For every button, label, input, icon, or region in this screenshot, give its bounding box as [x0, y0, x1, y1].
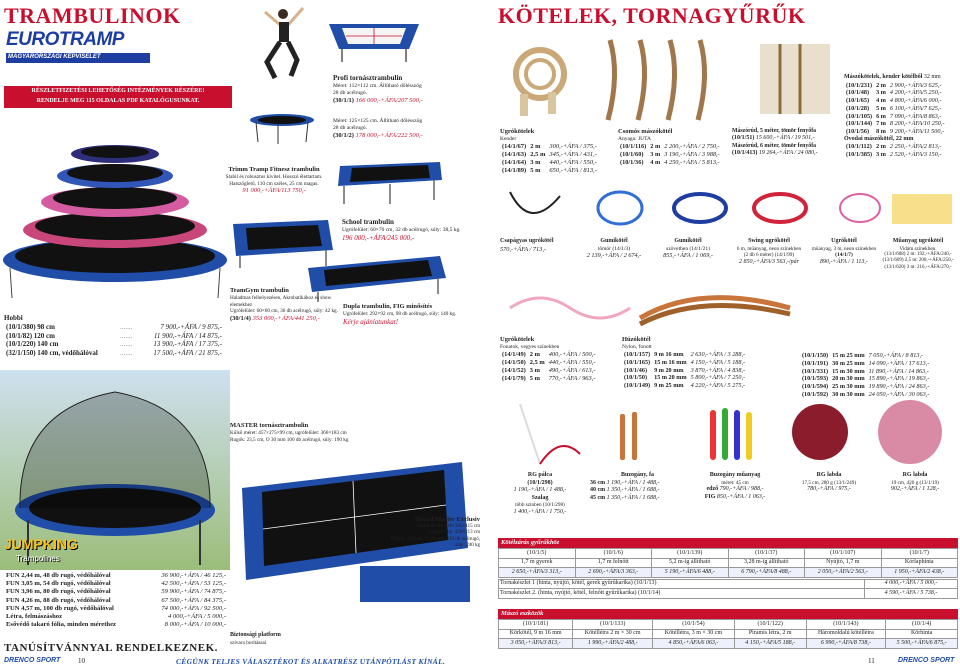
eurotramp-subtitle: MAGYARORSZÁGI KÉPVISELET [6, 53, 150, 63]
ovodai-row: (10/1/385) 3 m 2 520,-+ÁFA/3 150,- [846, 151, 942, 158]
eurotramp-logo: EUROTRAMP [6, 29, 124, 50]
gumikotel-szovet-info: Gumikötél szövetben (14/1/21) 855,-+ÁFA / 1 069,- [663, 238, 713, 260]
buzogany-fa-info: Buzogány, fa 36 cm 1 190,-+ÁFA / 1 488,- 40 cm 1 350,-+ÁFA / 1 688,- 45 cm 1 350,-+ÁFA / 1 688,- [590, 472, 660, 501]
csapagyas-info: Csapágyas ugrókötél 570,-+ÁFA / 713,- [500, 238, 554, 253]
notice-line-1: RÉSZLETFIZETÉSI LEHETŐSÉG INTÉZMÉNYEK RÉSZÉRE! [31, 88, 205, 94]
hobbi-row: (10/1/380) 98 cm ....... 7 900,-+ÁFA / 9 875,- [6, 322, 222, 331]
jumpking-logo: JUMPKING Trampolines [4, 536, 78, 563]
huzokotel-list: Húzókötél Nylon, fonott (10/1/157) 9 m 16 mm 2 630,-+ÁFA / 3 288,- (10/1/165) 15 m 16 mm 4 150,-+ÁFA / 5 188,- (10/1/46) 9 m 20 mm 3 870,-+ÁFA / 4 838,- (10/1/50) 15 m 20 mm 5 800,-+ÁFA / 7 250,- (10/1/149) 9 m 25 mm 4 220,-+ÁFA / 5 275,- [622, 336, 746, 389]
huzo-row: (10/1/157) 9 m 16 mm 2 630,-+ÁFA / 3 288,- [624, 351, 746, 358]
ugro-row: (14/1/64) 3 m 440,-+ÁFA / 550,- [502, 159, 597, 167]
fun-row: Létra, felmászáshoz 4 000,-+ÁFA / 5 000,- [6, 613, 226, 621]
maszokotel-row: (10/1/28) 5 m 6 100,-+ÁFA/7 625,- [846, 104, 942, 112]
tornakeszlet-2: Tornakészlet 2. (hinta, nyújtó, kötél, felnőtt gyűrűkarika) (10/1/14) [499, 589, 865, 599]
profi-trampoline-2-info: Méret: 125×125 cm. Állítható dőlésszög 28 db acélrugó. (30/1/2) 178 000,-+ÁFA/222 500,- [333, 118, 423, 139]
jump-ropes-image [500, 182, 958, 234]
ugro-row: (14/1/63) 2,5 m 345,-+ÁFA / 431,- [502, 151, 597, 159]
ugro2-row: (14/1/79) 5 m 770,-+ÁFA / 963,- [502, 375, 596, 382]
fun-row: FUN 3,05 m, 54 db rugó, védőhálóval 42 500,-+ÁFA / 53 125,- [6, 580, 226, 588]
ugro2-row: (14/1/50) 2,5 m 440,-+ÁFA / 550,- [502, 359, 596, 366]
notice-line-2: RENDELJE MEG 115 OLDALAS PDF KATALÓGUSUNKAT. [36, 97, 200, 104]
school-trampoline-info: School trambulin Ugrófelület: 60×70 cm, 32 db acélrugó, súly: 38,5 kg. 196 000,-+ÁFA/245 000,- [342, 218, 461, 242]
maszokotel-row: (10/1/65) 4 m 4 800,-+ÁFA/6 000,- [846, 97, 942, 104]
rg-equipment-image [500, 394, 958, 470]
buzogany-muanyag-info: Buzogány műanyag méret: 45 cm edző 790,-+ÁFA / 988,- FIG 850,-+ÁFA / 1 063,- [704, 472, 766, 500]
right-page-number: 11 [868, 657, 875, 665]
left-brand: DRENCO SPORT [4, 657, 61, 664]
ugrokotel-muanyag-3m-info: Ugrókötél műanyag, 3 m, neon színekben (14/1/7) 890,-+ÁFA / 1 113,- [811, 238, 877, 265]
kotelzaras-section: Kötélzárás gyűrűkhöz (10/1/5) (10/1/6) (10/1/139) (10/1/37) (10/1/107) (10/1/7) 1,7 m gyerek 1,7 m felnőtt 5,2 m-ig állítható 3,28 m-ig állítható Nyújtó, 1,7 m Kórlaphinta 2 650,-+ÁFA/3 313,- 2 690,-+ÁFA/3 363,- 5 190,-+ÁFA/6 488,- 6 790,-+ÁFA/8 488,- 2 050,-+ÁFA/2 563,- 1 950,-+ÁFA/2 438,- Tornakészlet 1 (hinta, nyújtó, kötél, gerek gyűrűkarika) (10/1/13) 4 000,-+ÁFA / 5 000,- Tornakészlet 2. (hinta, nyújtó, kötél, felnőtt gyűrűkarika) (10/1/14) 4 590,-+ÁFA / 5 738,- [498, 538, 958, 599]
maszo-eszkozok-table: (10/1/181) (10/1/133) (10/1/54) (10/1/122) (10/1/143) (10/1/4) Körkötél, 9 m 16 mm Kötéllétra 2 m × 30 cm Kötéllétra, 3 m × 30 cm Piramis létra, 2 m Háromoldalú kötéllétra Körhinta 3 050,-+ÁFA/3 813,- 1 990,-+ÁFA/2 488,- 4 850,-+ÁFA/6 063,- 4 150,-+ÁFA/5 188,- 6 990,-+ÁFA/8 738,- 5 500,-+ÁFA/6 875,- [498, 619, 958, 649]
maszorud-info: Mászórúd, 5 méter, tömör fenyőfa (10/1/51) 15 600,-+ÁFA / 19 501,- Mászórúd, 6 méter, tömör fenyőfa (10/1/413) 19 264,-+ÁFA / 24 080,- [732, 128, 818, 156]
mini-trampoline-image [248, 112, 316, 146]
gumikotel-tomor-info: Gumikötél tömör (14/1/3) 2 139,-+ÁFA / 2 674,- [586, 238, 642, 260]
maszokotel-row: (10/1/231) 2 m 2 900,-+ÁFA/3 625,- [846, 81, 942, 89]
huzo-row: (10/1/165) 15 m 16 mm 4 150,-+ÁFA / 5 188,- [624, 358, 746, 366]
ropes-image [500, 34, 840, 124]
huzo2-row: (10/1/331) 15 m 30 mm 11 890,-+ÁFA / 14 863,- [802, 367, 929, 375]
grand-master-info: Grand Master Exclusiv Külső méret: 520×305×115 cm Ugrófelület: 426×213 cm Rugók: 25,8 cm, O 29 mm, 118 db acélrugó, súly: 240 kg [390, 516, 480, 548]
maszokotel-row: (10/1/56) 8 m 9 200,-+ÁFA/11 500,- [846, 128, 945, 135]
huzo2-row: (10/1/191) 30 m 25 mm 14 090,-+ÁFA / 17 613,- [802, 359, 930, 367]
profi-trampoline-2-image [330, 148, 450, 206]
fun-row: FUN 3,96 m, 80 db rugó, védőhálóval 59 900,-+ÁFA / 74 875,- [6, 588, 226, 596]
fun-row: FUN 4,26 m, 88 db rugó, védőhálóval 67 500,-+ÁFA / 84 375,- [6, 596, 226, 604]
ugro2-row: (14/1/49) 2 m 400,-+ÁFA / 500,- [502, 351, 596, 358]
hobbi-list: Hobbi (10/1/380) 98 cm ....... 7 900,-+ÁFA / 9 875,- (10/1/82) 120 cm ....... 11 900,-+ÁFA / 14 875,- (10/1/220) 140 cm ....... 13 900,-+ÁFA / 17 375,- (32/1/150) 140 cm, védőhálóval ....... 17 500,-+ÁFA / 21 875,- [4, 314, 222, 357]
csomos-row: (10/1/36) 4 m 4 250,-+ÁFA / 5 813,- [620, 158, 720, 166]
huzo-row: (10/1/149) 9 m 25 mm 4 220,-+ÁFA / 5 275,- [624, 382, 746, 389]
huzo2-row: (10/1/150) 15 m 25 mm 7 050,-+ÁFA / 8 813,- [802, 352, 924, 359]
notice-banner [4, 86, 232, 108]
fun-row: FUN 4,57 m, 100 db rugó, védőhálóval 74 000,-+ÁFA / 92 500,- [6, 604, 226, 612]
maszo-eszkozok-section [498, 609, 958, 649]
fun-list [4, 572, 230, 630]
hobbi-row: (32/1/150) 140 cm, védőhálóval ....... 17 500,-+ÁFA / 21 875,- [6, 349, 222, 357]
csomos-row: (10/1/60) 3 m 3 190,-+ÁFA / 3 988,- [620, 150, 720, 158]
rg-labda-1-info: RG labda 17,5 cm, 280 g (13/1/249) 780,-+ÁFA / 975,- [801, 472, 857, 492]
round-trampolines-image [0, 118, 230, 303]
maszokotel-row: (10/1/105) 6 m 7 090,-+ÁFA/8 863,- [846, 112, 942, 120]
left-page-number: 10 [78, 657, 85, 665]
left-page-title: TRAMBULINOK [4, 3, 181, 28]
braided-ropes-image [500, 278, 800, 333]
bottom-slogan: CÉGÜNK TELJES VÁLASZTÉKOT ÉS ALKATRÉSZ UTÁNPÓTLÁST KÍNÁL. [176, 657, 446, 666]
tanusitvany-text: TANÚSÍTVÁNNYAL RENDELKEZNEK. [4, 642, 218, 654]
profi-trampoline-image [324, 4, 424, 64]
right-page-title: KÖTELEK, TORNAGYŰRŰK [498, 3, 806, 28]
right-brand: DRENCO SPORT [898, 657, 955, 664]
maszo-eszkozok-header: Mászó eszközök [498, 609, 958, 619]
hobbi-row: (10/1/82) 120 cm ....... 11 900,-+ÁFA / 14 875,- [6, 331, 222, 340]
tornakeszlet-1: Tornakészlet 1 (hinta, nyújtó, kötél, gerek gyűrűkarika) (10/1/13) [499, 579, 865, 589]
maszokotel-row: (10/1/48) 3 m 4 200,-+ÁFA/5 250,- [846, 89, 942, 97]
dupla-trampoline-info: Dupla trambulin, FIG minősítés Ugrófelület: 292×92 cm, 98 db acélrugó, súly: 140 kg. Kérje ajánlatunkat! [343, 303, 457, 326]
kotelzaras-table: (10/1/5) (10/1/6) (10/1/139) (10/1/37) (10/1/107) (10/1/7) 1,7 m gyerek 1,7 m felnőtt 5,2 m-ig állítható 3,28 m-ig állítható Nyújtó, 1,7 m Kórlaphinta 2 650,-+ÁFA/3 313,- 2 690,-+ÁFA/3 363,- 5 190,-+ÁFA/6 488,- 6 790,-+ÁFA/8 488,- 2 050,-+ÁFA/2 563,- 1 950,-+ÁFA/2 438,- [498, 548, 958, 578]
ovodai-row: (10/1/112) 2 m 2 250,-+ÁFA/2 813,- [846, 143, 942, 151]
hobbi-row: (10/1/220) 140 cm ....... 13 900,-+ÁFA / 17 375,- [6, 340, 222, 349]
rg-labda-2-info: RG labda 19 cm, 420 g (13/1/19) 902,-+ÁFA / 1 128,- [890, 472, 940, 492]
maszokotel-list: Mászókötelek, kender kötélből 32 mm (10/1/231) 2 m 2 900,-+ÁFA/3 625,- (10/1/48) 3 m 4 200,-+ÁFA/5 250,- (10/1/65) 4 m 4 800,-+ÁFA/6 000,- (10/1/28) 5 m 6 100,-+ÁFA/7 625,- (10/1/105) 6 m 7 090,-+ÁFA/8 863,- (10/1/144) 7 m 8 200,-+ÁFA/10 250,- (10/1/56) 8 m 9 200,-+ÁFA/11 500,- Óvodai mászókötél, 22 mm (10/1/112) 2 m 2 250,-+ÁFA/2 813,- (10/1/385) 3 m 2 520,-+ÁFA/3 150,- [844, 74, 945, 158]
huzo-row: (10/1/46) 9 m 20 mm 3 870,-+ÁFA / 4 838,- [624, 366, 746, 374]
csomos-row: (10/1/116) 2 m 2 200,-+ÁFA / 2 750,- [620, 143, 720, 150]
huzo2-row: (10/1/594) 25 m 30 mm 19 890,-+ÁFA / 24 863,- [802, 383, 930, 390]
ugrokotel-kender-list: Ugrókötelek Kender (14/1/67) 2 m 300,-+ÁFA / 375,- (14/1/63) 2,5 m 345,-+ÁFA / 431,- (14/1/64) 3 m 440,-+ÁFA / 550,- (14/1/89) 5 m 650,-+ÁFA / 813,- [500, 128, 597, 175]
ugrokotel-fonat-list: Ugrókötelek Fonatok, vegyes színekben (14/1/49) 2 m 400,-+ÁFA / 500,- (14/1/50) 2,5 m 440,-+ÁFA / 550,- (14/1/52) 3 m 490,-+ÁFA / 613,- (14/1/79) 5 m 770,-+ÁFA / 963,- [500, 336, 596, 382]
kotelzaras-header: Kötélzárás gyűrűkhöz [498, 538, 958, 548]
huzokotel-list-2 [800, 352, 958, 399]
csomos-maszokotel-list: Csomós mászókötél Anyaga: JUTA (10/1/116) 2 m 2 200,-+ÁFA / 2 750,- (10/1/60) 3 m 3 190,-+ÁFA / 3 988,- (10/1/36) 4 m 4 250,-+ÁFA / 5 813,- [618, 128, 720, 166]
jumping-woman-image [245, 4, 320, 84]
fun-row: Esővédő takaró fólia, minden mérethez 8 000,-+ÁFA / 10 000,- [6, 621, 226, 629]
profi-trampoline-info: Profi tornásztrambulin Méret: 112×112 cm. Állítható dőlésszög 28 db acélrugó. (30/1/1) 166 000,-+ÁFA/207 500,- [333, 74, 423, 104]
trimm-tramp-info: Trimm Tramp Fitnesz trambulin Stabil és robusztus kivitel. Hosszú élettartam. Hatszögletű, 110 cm széles, 25 cm magas. 91 000,-+ÁFA/113 750,- [225, 166, 323, 195]
ugro-row: (14/1/67) 2 m 300,-+ÁFA / 375,- [502, 143, 597, 150]
teamgym-trampoline-info: TeamGym trambulin Haladtnas felhelyezésen, Akrobatikához és show elemekhez Ugrófelület: 60×60 cm, 36 db acélrugó, súly: 42 kg. (30/1/4) 353 000,-+ÁFA/441 250,- [230, 287, 338, 322]
huzo2-row: (10/1/593) 20 m 30 mm 15 890,-+ÁFA / 19 863,- [802, 375, 930, 383]
fun-row: FUN 2,44 m, 48 db rugó, védőhálóval 36 900,-+ÁFA / 46 125,- [6, 572, 226, 579]
ugro-row: (14/1/89) 5 m 650,-+ÁFA / 813,- [502, 167, 597, 175]
muanyag-ugrokotel-info: Műanyag ugrókötél Vidám színekben. (13/1/608) 2 m: 192,-+ÁFA/240,- (13/1/609) 2,5 m: 200,-+ÁFA/250,- (13/1/620) 3 m: 216,-+ÁFA/270,- [882, 238, 954, 270]
maszokotel-row: (10/1/144) 7 m 8 200,-+ÁFA/10 250,- [846, 120, 945, 128]
rg-palca-info: RG pálca (10/1/298) 1 190,-+ÁFA / 1 488,- Szalag több színben (10/1/298) 1 400,-+ÁFA / 1 750,- [513, 472, 567, 515]
swing-ugrokotel-info: Swing ugrókötél 6 m, műanyag, neon színekben (2 db 6 méter) (14/1/99) 2 850,-+ÁFA/3 563,-/pár [736, 238, 802, 265]
biztonsagi-platform-info: Biztonsági platform szivacs borítással [230, 632, 281, 646]
huzo2-row: (10/1/592) 30 m 30 mm 24 050,-+ÁFA / 30 063,- [802, 390, 930, 398]
huzo-row: (10/1/50) 15 m 20 mm 5 800,-+ÁFA / 7 250,- [624, 374, 746, 382]
master-trampoline-info: MASTER tornásztrambulin Külső méret: 457×275×99 cm, ugrófelület: 366×183 cm Rugók: 23,5 cm, O 30 mm 100 db acélrugó, súly: 190 kg [230, 422, 349, 443]
ugro2-row: (14/1/52) 3 m 490,-+ÁFA / 613,- [502, 367, 596, 374]
